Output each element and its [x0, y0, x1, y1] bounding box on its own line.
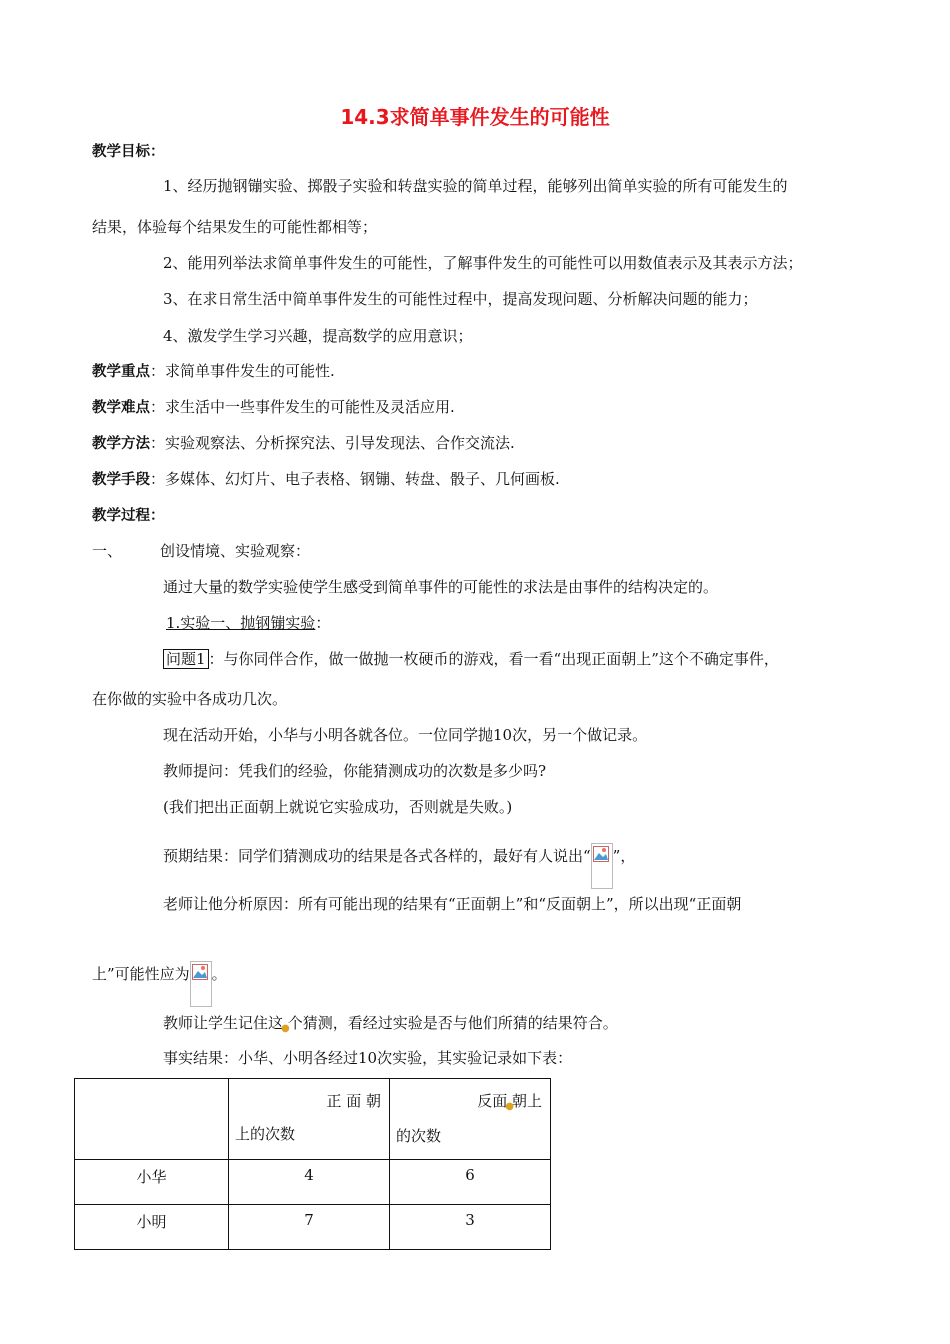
difficulties-text: ：求生活中一些事件发生的可能性及灵活应用. — [150, 398, 455, 416]
goal-3: 3、在求日常生活中简单事件发生的可能性过程中，提高发现问题、分析解决问题的能力； — [163, 290, 758, 308]
paragraph-3: 教师提问：凭我们的经验，你能猜测成功的次数是多少吗? — [163, 762, 547, 780]
table-header-row — [75, 1079, 551, 1160]
question-1 — [163, 648, 779, 669]
header-tails-line-2: 的次数 — [396, 1127, 442, 1145]
experiment-1-heading — [166, 612, 330, 633]
methods-label: 教学方法 — [92, 436, 150, 452]
paragraph-8-start: 教师让学生记住这 — [163, 1014, 284, 1032]
difficulties-label: 教学难点 — [92, 400, 150, 416]
header-tails-line-1b: 朝上 — [511, 1092, 542, 1110]
experiment-1-colon: ： — [315, 614, 331, 632]
results-table — [74, 1078, 551, 1250]
header-heads — [229, 1079, 390, 1160]
paragraph-8 — [163, 1012, 618, 1033]
table-corner-cell — [75, 1079, 229, 1160]
row-heads: 7 — [229, 1205, 390, 1250]
goal-1-line-2: 结果，体验每个结果发生的可能性都相等； — [92, 218, 378, 236]
paragraph-4: (我们把出正面朝上就说它实验成功，否则就是失败。) — [163, 798, 513, 816]
process-heading: 教学过程： — [92, 508, 165, 524]
question-1-text: ：与你同伴合作，做一做抛一枚硬币的游戏，看一看“出现正面朝上”这个不确定事件， — [208, 650, 779, 668]
broken-image-icon — [591, 843, 613, 889]
header-tails-line-1a: 反面 — [477, 1092, 508, 1110]
key-points-text: ：求简单事件发生的可能性. — [150, 362, 335, 380]
paragraph-2: 现在活动开始，小华与小明各就各位。一位同学抛10次，另一个做记录。 — [163, 726, 648, 744]
row-tails: 3 — [390, 1205, 551, 1250]
key-points — [92, 360, 335, 381]
section-1-title: 创设情境、实验观察： — [160, 542, 311, 560]
section-1-number: 一、 — [92, 542, 123, 560]
header-tails — [390, 1079, 551, 1160]
question-1-continued: 在你做的实验中各成功几次。 — [92, 690, 288, 708]
page-title: 14.3求简单事件发生的可能性 — [340, 105, 610, 129]
question-1-label: 问题1 — [163, 649, 209, 669]
paragraph-7-end: 。 — [211, 965, 227, 983]
row-name: 小明 — [75, 1205, 229, 1250]
tools — [92, 468, 560, 489]
anchor-dot: ● — [281, 1023, 290, 1034]
paragraph-8-end: 个猜测，看经过实验是否与他们所猜的结果符合。 — [287, 1014, 618, 1032]
paragraph-5-end: ”， — [612, 847, 636, 865]
goal-2: 2、能用列举法求简单事件发生的可能性，了解事件发生的可能性可以用数值表示及其表示方法； — [163, 254, 803, 272]
row-heads: 4 — [229, 1160, 390, 1205]
tools-text: ：多媒体、幻灯片、电子表格、钢镚、转盘、骰子、几何画板. — [150, 470, 560, 488]
row-name: 小华 — [75, 1160, 229, 1205]
broken-image-icon — [190, 961, 212, 1007]
header-heads-line-1: 正 面 朝 — [326, 1092, 381, 1110]
paragraph-5-start: 预期结果：同学们猜测成功的结果是各式各样的，最好有人说出“ — [163, 847, 591, 865]
paragraph-7-start: 上”可能性应为 — [92, 965, 190, 983]
methods-text: ：实验观察法、分析探究法、引导发现法、合作交流法. — [150, 434, 515, 452]
experiment-1-title: 1.实验一、抛钢镚实验 — [166, 614, 316, 632]
paragraph-9: 事实结果：小华、小明各经过10次实验，其实验记录如下表： — [163, 1049, 573, 1067]
anchor-dot: ● — [505, 1101, 514, 1112]
paragraph-7 — [92, 961, 227, 1007]
header-heads-line-2: 上的次数 — [235, 1125, 296, 1143]
methods — [92, 432, 515, 453]
difficulties — [92, 396, 455, 417]
table-row — [75, 1160, 551, 1205]
header-tails-line-1 — [390, 1079, 550, 1121]
row-tails: 6 — [390, 1160, 551, 1205]
goals-heading: 教学目标： — [92, 144, 165, 160]
paragraph-5 — [163, 843, 635, 889]
goal-1-line-1: 1、经历抛钢镚实验、掷骰子实验和转盘实验的简单过程，能够列出简单实验的所有可能发生的 — [163, 177, 788, 195]
table-row — [75, 1205, 551, 1250]
tools-label: 教学手段 — [92, 472, 150, 488]
paragraph-1: 通过大量的数学实验使学生感受到简单事件的可能性的求法是由事件的结构决定的。 — [163, 578, 719, 596]
paragraph-6: 老师让他分析原因：所有可能出现的结果有“正面朝上”和“反面朝上”，所以出现“正面朝 — [163, 895, 742, 913]
goal-4: 4、激发学生学习兴趣，提高数学的应用意识； — [163, 327, 473, 345]
key-points-label: 教学重点 — [92, 364, 150, 380]
